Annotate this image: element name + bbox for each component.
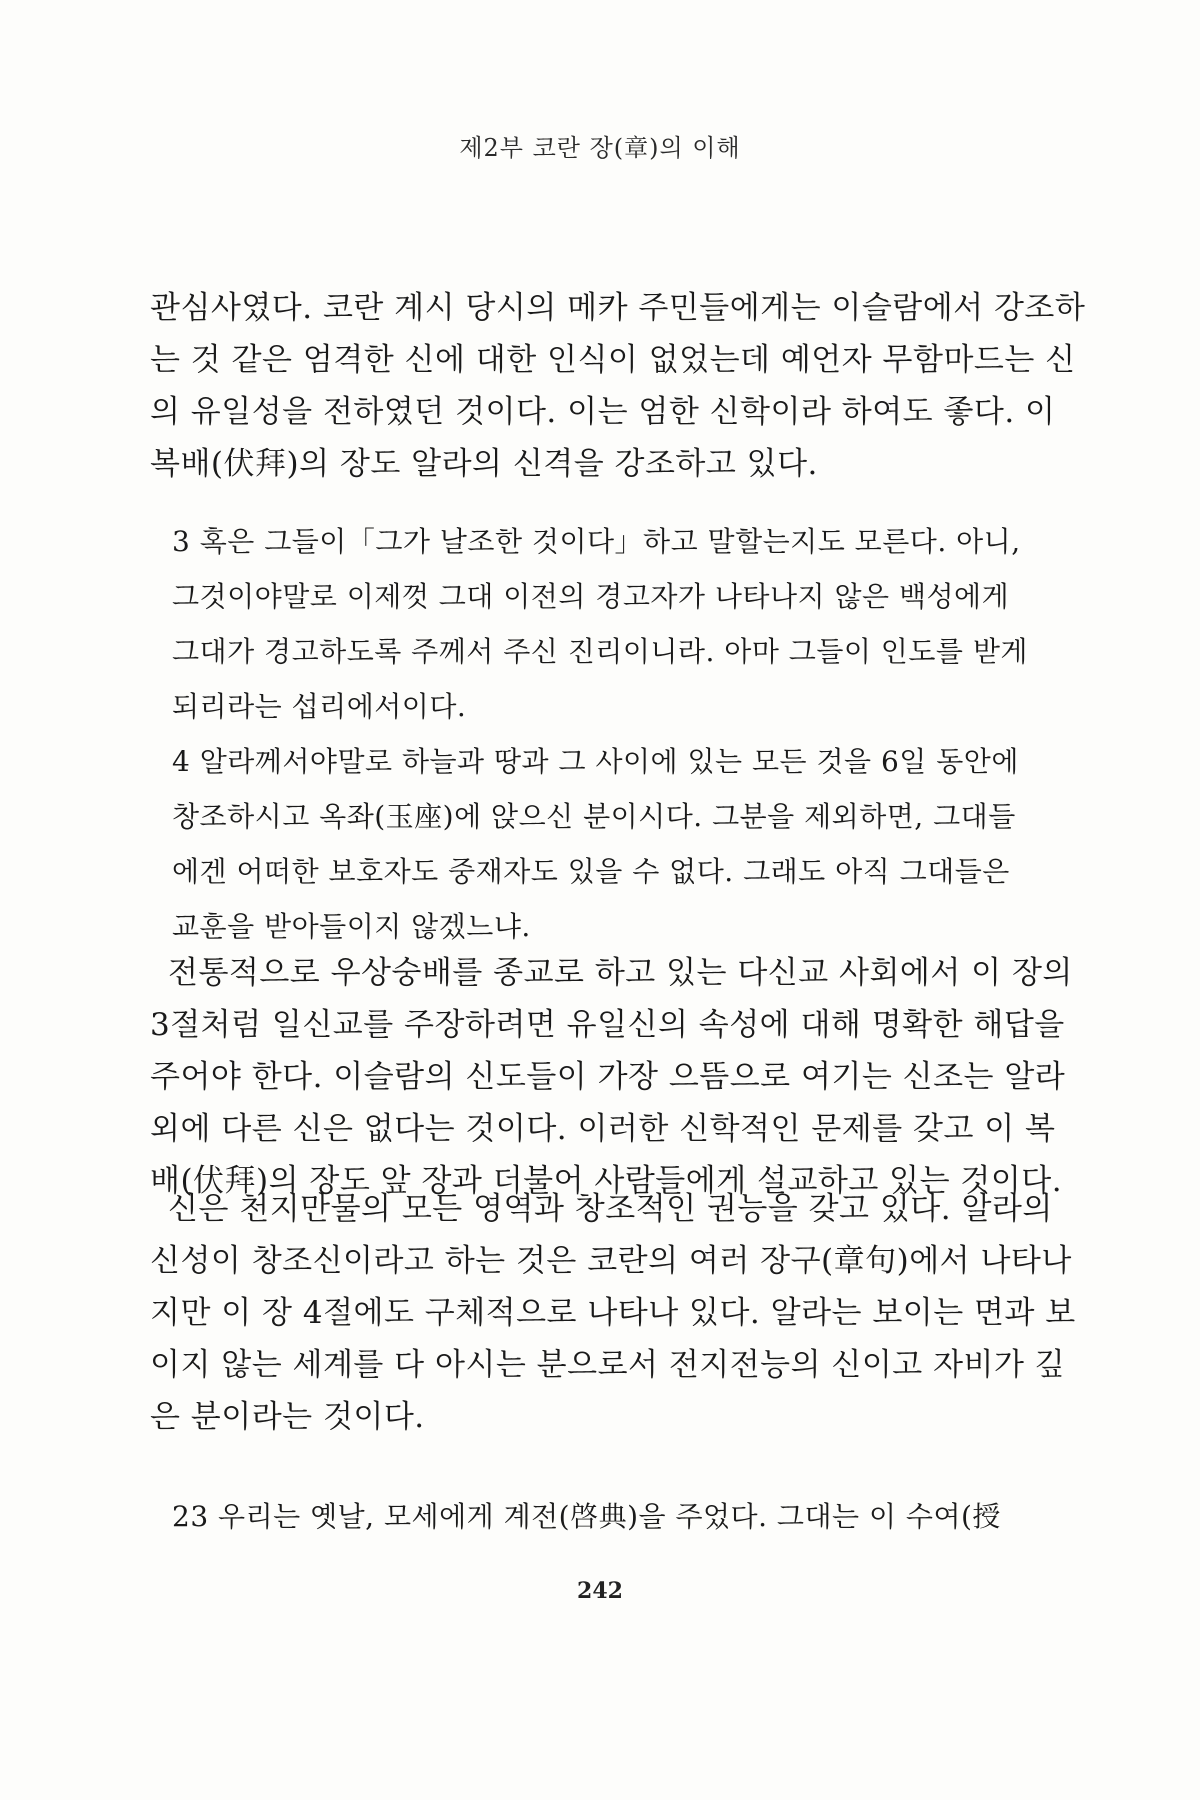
verse-line: 23 우리는 옛날, 모세에게 계전(啓典)을 주었다. 그대는 이 수여(授 (172, 1500, 1001, 1533)
page-number: 242 (577, 1578, 623, 1604)
text-line: 복배(伏拜)의 장도 알라의 신격을 강조하고 있다. (150, 446, 818, 482)
paragraph-commentary-1 (150, 282, 1086, 490)
text-line: 지만 이 장 4절에도 구체적으로 나타나 있다. 알라는 보이는 면과 보 (150, 1295, 1076, 1331)
quran-verse-23 (172, 1489, 1001, 1544)
paragraph-commentary-3 (150, 1183, 1076, 1443)
verse-line: 에겐 어떠한 보호자도 중재자도 있을 수 없다. 그래도 아직 그대들은 (172, 855, 1010, 888)
text-line: 외에 다른 신은 없다는 것이다. 이러한 신학적인 문제를 갖고 이 복 (150, 1111, 1056, 1147)
verse-line: 창조하시고 옥좌(玉座)에 앉으신 분이시다. 그분을 제외하면, 그대들 (172, 800, 1016, 833)
text-line: 신은 천지만물의 모든 영역과 창조적인 권능을 갖고 있다. 알라의 (168, 1191, 1053, 1227)
running-head: 제2부 코란 장(章)의 이해 (459, 134, 741, 162)
text-line: 전통적으로 우상숭배를 종교로 하고 있는 다신교 사회에서 이 장의 (168, 955, 1073, 991)
text-line: 3절처럼 일신교를 주장하려면 유일신의 속성에 대해 명확한 해답을 (150, 1007, 1065, 1043)
text-line: 배(伏拜)의 장도 앞 장과 더불어 사람들에게 설교하고 있는 것이다. (150, 1163, 1063, 1199)
verse-line: 교훈을 받아들이지 않겠느냐. (172, 910, 531, 943)
text-line: 은 분이라는 것이다. (150, 1399, 425, 1435)
text-line: 신성이 창조신이라고 하는 것은 코란의 여러 장구(章句)에서 나타나 (150, 1243, 1072, 1279)
verse-line: 되리라는 섭리에서이다. (172, 690, 467, 723)
text-line: 관심사였다. 코란 계시 당시의 메카 주민들에게는 이슬람에서 강조하 (150, 290, 1086, 326)
verse-line: 3 혹은 그들이「그가 날조한 것이다」하고 말할는지도 모른다. 아니, (172, 525, 1021, 558)
text-line: 는 것 같은 엄격한 신에 대한 인식이 없었는데 예언자 무함마드는 신 (150, 342, 1076, 378)
text-line: 이지 않는 세계를 다 아시는 분으로서 전지전능의 신이고 자비가 깊 (150, 1347, 1066, 1383)
quran-verses-3-4 (172, 514, 1028, 954)
verse-line: 그대가 경고하도록 주께서 주신 진리이니라. 아마 그들이 인도를 받게 (172, 635, 1028, 668)
paragraph-commentary-2 (150, 947, 1073, 1207)
text-line: 주어야 한다. 이슬람의 신도들이 가장 으뜸으로 여기는 신조는 알라 (150, 1059, 1066, 1095)
verse-line: 그것이야말로 이제껏 그대 이전의 경고자가 나타나지 않은 백성에게 (172, 580, 1010, 613)
text-line: 의 유일성을 전하였던 것이다. 이는 엄한 신학이라 하여도 좋다. 이 (150, 394, 1056, 430)
verse-line: 4 알라께서야말로 하늘과 땅과 그 사이에 있는 모든 것을 6일 동안에 (172, 745, 1019, 778)
